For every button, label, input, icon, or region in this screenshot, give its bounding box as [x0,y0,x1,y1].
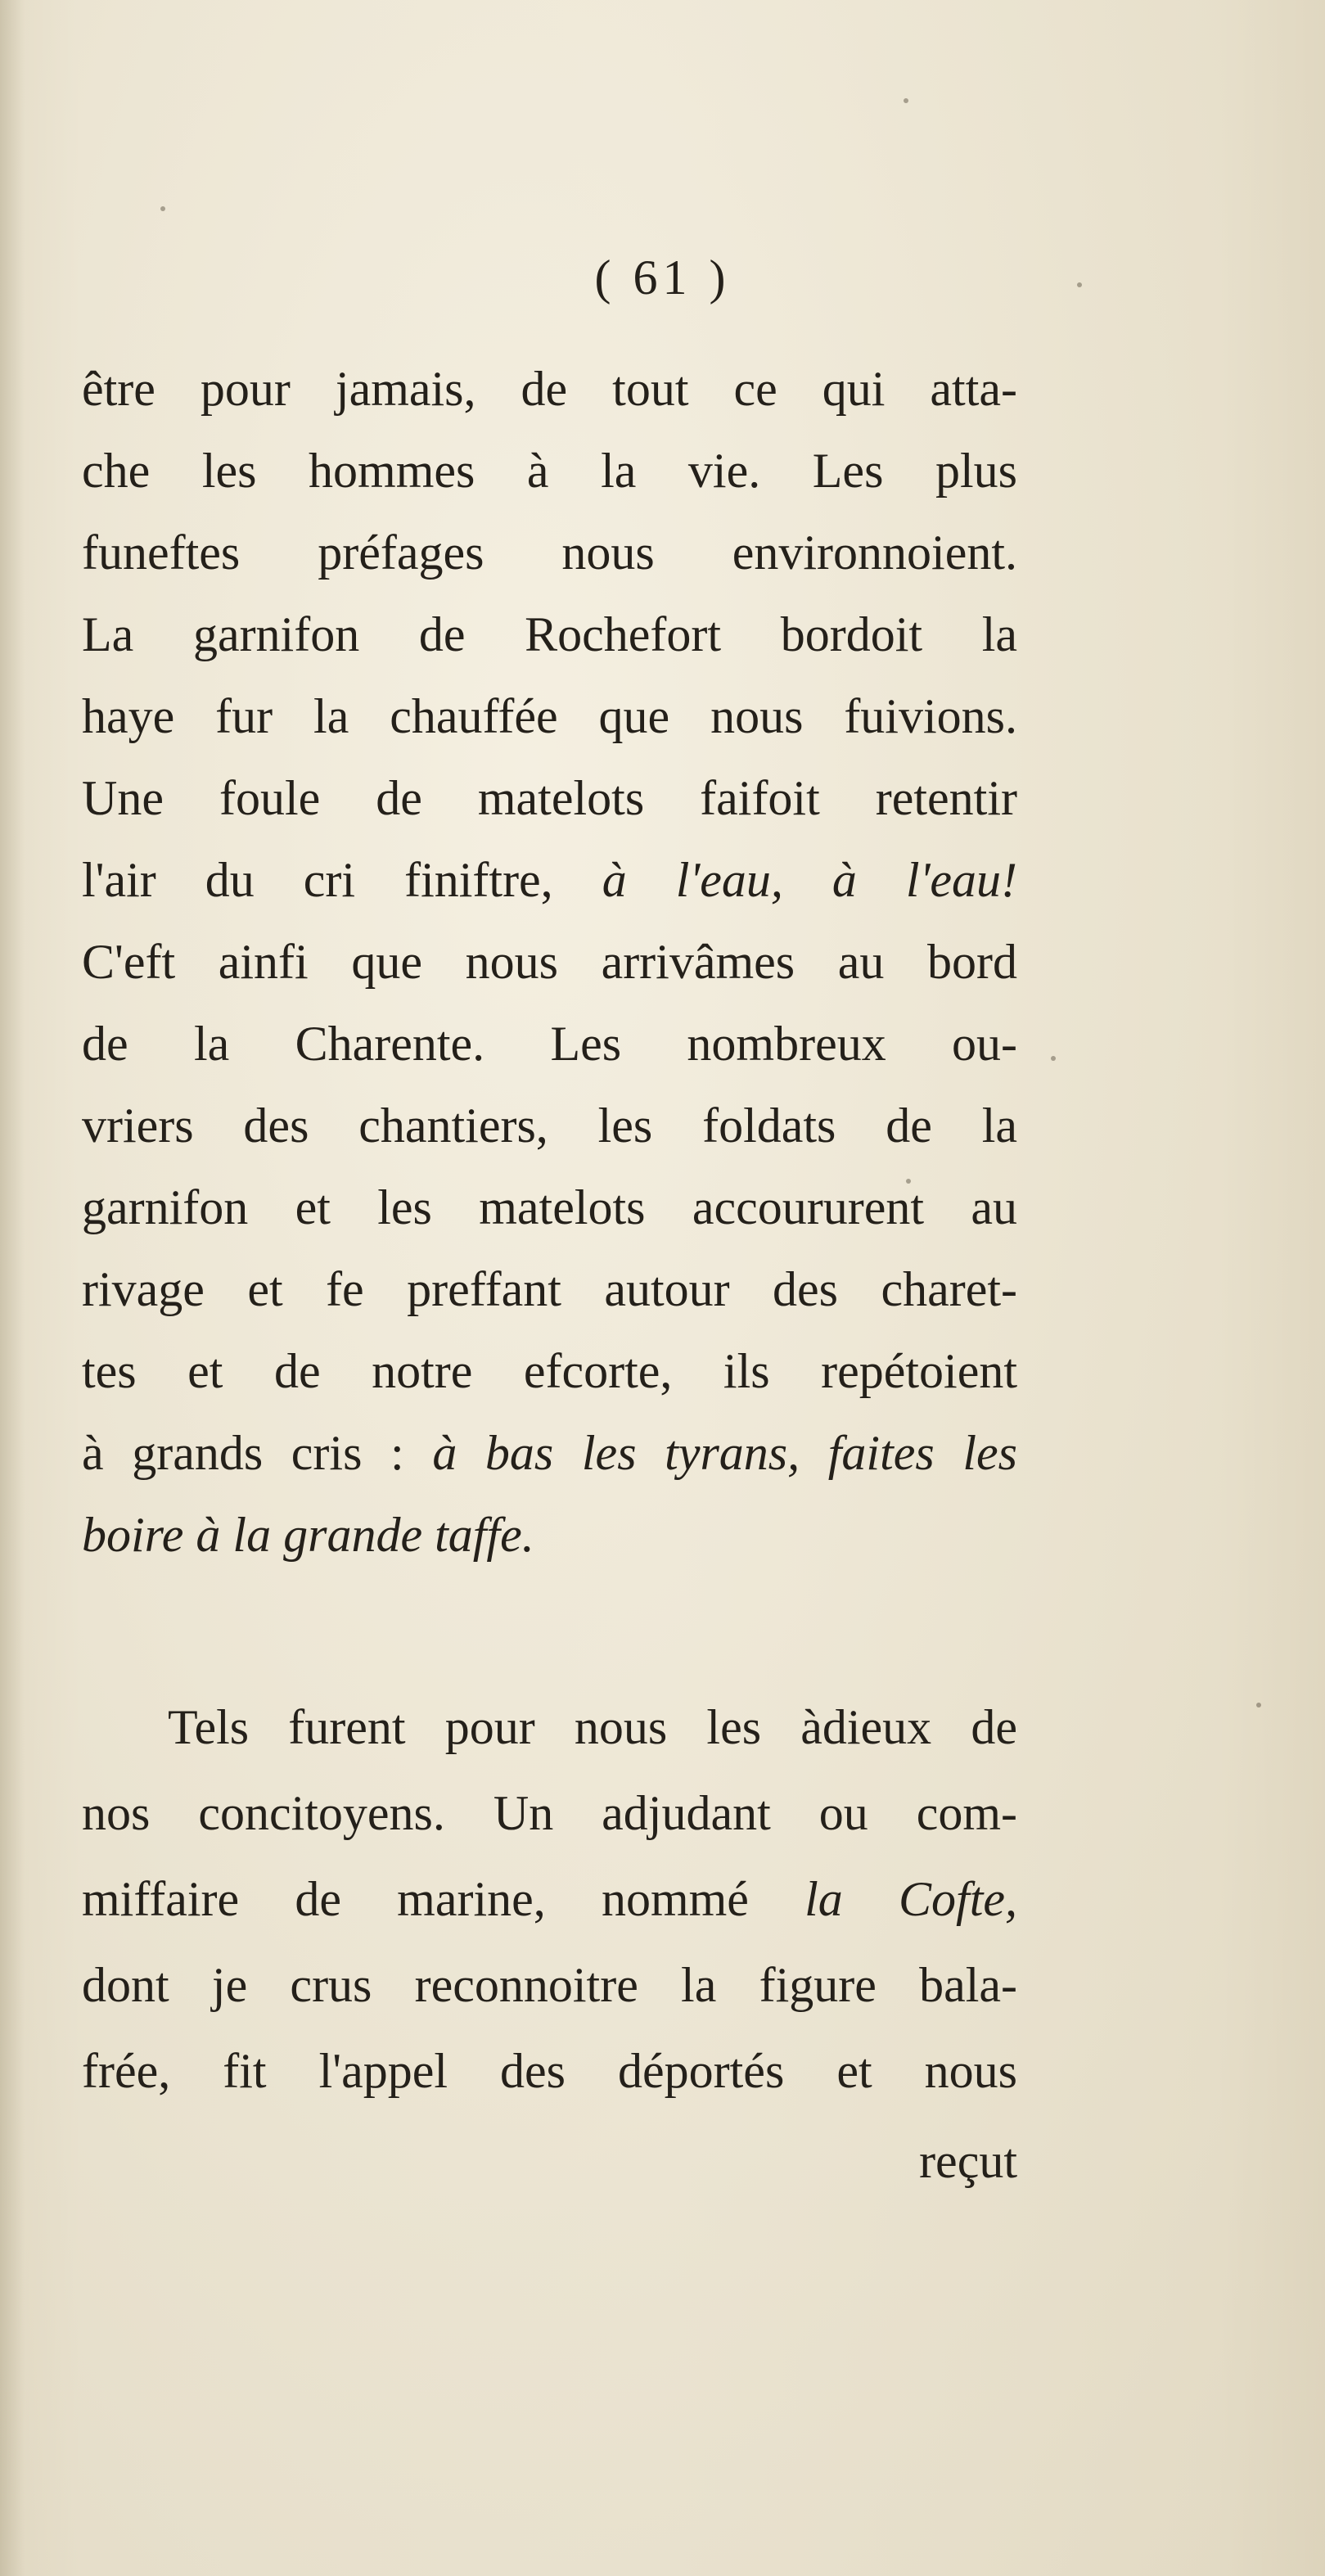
text-line [82,1494,1017,1576]
text-italic: boire à la grande taffe. [82,1508,534,1562]
text-line: tes et de notre efcorte, ils repétoient [82,1344,1017,1398]
text-line: être pour jamais, de tout ce qui atta- [82,362,1017,416]
paper-speck [1051,1056,1056,1061]
page-number: ( 61 ) [594,250,731,305]
paper-speck [904,98,908,103]
text-line: haye fur la chauffée que nous fuivions. [82,689,1017,743]
text-plain: miffaire de marine, nommé [82,1872,749,1926]
text-line: che les hommes à la vie. Les plus [82,444,1017,498]
text-line: funeftes préfages nous environnoient. [82,526,1017,580]
text-plain: à grands cris : [82,1426,404,1480]
text-italic: la Cofte, [804,1872,1017,1926]
text-line: Tels furent pour nous les àdieux de [168,1700,1017,1754]
page-gutter-shadow [0,0,25,2576]
text-line: nos concitoyens. Un adjudant ou com- [82,1786,1017,1840]
text-line: garnifon et les matelots accoururent au [82,1180,1017,1234]
text-line: frée, fit l'appel des déportés et nous [82,2044,1017,2098]
text-line: vriers des chantiers, les foldats de la [82,1099,1017,1153]
text-line: dont je crus reconnoitre la figure bala- [82,1958,1017,2012]
text-italic: à l'eau, à l'eau! [602,853,1018,907]
catchword: reçut [919,2134,1017,2188]
text-line [82,1412,1017,1494]
text-line: Une foule de matelots faifoit retentir [82,771,1017,825]
paper-speck [160,206,165,211]
text-line: C'eft ainfi que nous arrivâmes au bord [82,935,1017,989]
text-line [82,839,1017,921]
text-line: La garnifon de Rochefort bordoit la [82,607,1017,661]
text-italic: à bas les tyrans, faites les [432,1426,1017,1480]
text-line [82,1858,1017,1940]
text-line: rivage et fe preffant autour des charet- [82,1262,1017,1316]
text-line: de la Charente. Les nombreux ou- [82,1017,1017,1071]
paper-speck [1077,282,1082,287]
paper-speck [906,1179,911,1184]
paper-speck [1256,1703,1261,1708]
text-plain: l'air du cri finiftre, [82,853,553,907]
